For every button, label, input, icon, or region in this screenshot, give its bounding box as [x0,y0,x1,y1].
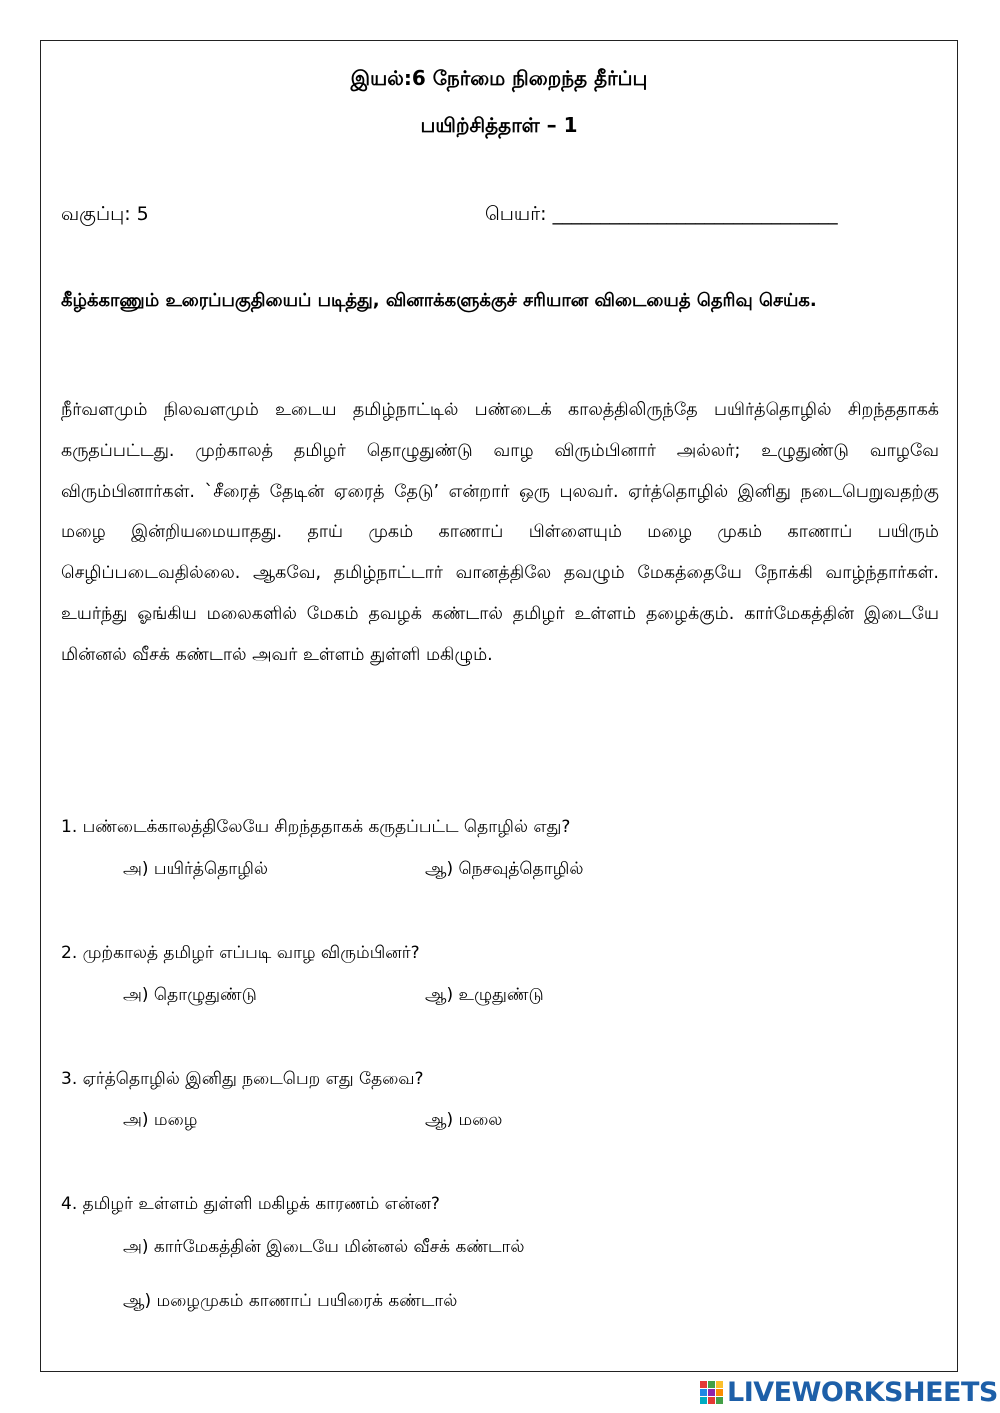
instruction-text: கீழ்க்காணும் உரைப்பகுதியைப் படித்து, வினாக்களுக்குச் சரியான விடையைத் தெரிவு செய்க. [61,290,817,311]
question-1: 1. பண்டைக்காலத்திலேயே சிறந்ததாகக் கருதப்பட்ட தொழில் எது? [61,817,571,837]
worksheet-title: இயல்:6 நேர்மை நிறைந்த தீர்ப்பு [350,66,648,90]
name-field[interactable]: பெயர்: ______________________________ [485,203,838,225]
question-2-option-a[interactable]: அ) தொழுதுண்டு [123,985,257,1005]
question-2: 2. முற்காலத் தமிழர் எப்படி வாழ விரும்பினர்? [61,943,420,963]
logo-square [700,1389,707,1396]
reading-passage: நீர்வளமும் நிலவளமும் உடைய தமிழ்நாட்டில் பண்டைக் காலத்திலிருந்தே பயிர்த்தொழில் சிறந்ததாகக் கருதப்பட்டது. முற்காலத் தமிழர் தொழுதுண்டு வாழ விரும்பினார் அல்லர்; உழுதுண்டு வாழவே விரும்பினார்கள். `சீரைத் தேடின் ஏரைத் தேடு’ என்றார் ஒரு புலவர். ஏர்த்தொழில் இனிது நடைபெறுவதற்கு மழை இன்றியமையாதது. தாய் முகம் காணாப் பிள்ளையும் மழை முகம் காணாப் பயிரும் செழிப்படைவதில்லை. ஆகவே, தமிழ்நாட்டார் வானத்திலே தவழும் மேகத்தையே நோக்கி வாழ்ந்தார்கள். உயர்ந்து ஓங்கிய மலைகளில் மேகம் தவழக் கண்டால் தமிழர் உள்ளம் தழைக்கும். கார்மேகத்தின் இடையே மின்னல் வீசக் கண்டால் அவர் உள்ளம் துள்ளி மகிழும். [61,400,939,665]
question-4-option-a[interactable]: அ) கார்மேகத்தின் இடையே மின்னல் வீசக் கண்டால் [123,1237,525,1257]
question-2-option-b[interactable]: ஆ) உழுதுண்டு [425,985,544,1005]
logo-square [716,1381,723,1388]
logo-square [716,1397,723,1404]
liveworksheets-brand[interactable] [700,1376,998,1408]
question-1-option-b[interactable]: ஆ) நெசவுத்தொழில் [425,859,584,879]
question-1-option-a[interactable]: அ) பயிர்த்தொழில் [123,859,269,879]
question-3-option-a[interactable]: அ) மழை [123,1110,198,1130]
question-3-option-b[interactable]: ஆ) மலை [425,1110,503,1130]
logo-square [708,1397,715,1404]
logo-square [708,1381,715,1388]
logo-square [716,1389,723,1396]
question-4-option-b[interactable]: ஆ) மழைமுகம் காணாப் பயிரைக் கண்டால் [123,1291,458,1311]
class-label: வகுப்பு: 5 [61,203,149,225]
liveworksheets-wordmark: LIVEWORKSHEETS [727,1376,998,1408]
logo-square [700,1397,707,1404]
question-4: 4. தமிழர் உள்ளம் துள்ளி மகிழக் காரணம் என்ன? [61,1194,440,1214]
logo-square [708,1389,715,1396]
question-3: 3. ஏர்த்தொழில் இனிது நடைபெற எது தேவை? [61,1069,424,1089]
worksheet-page [40,40,958,1372]
liveworksheets-logo-icon [700,1381,723,1404]
worksheet-subtitle: பயிற்சித்தாள் – 1 [420,113,578,137]
logo-square [700,1381,707,1388]
